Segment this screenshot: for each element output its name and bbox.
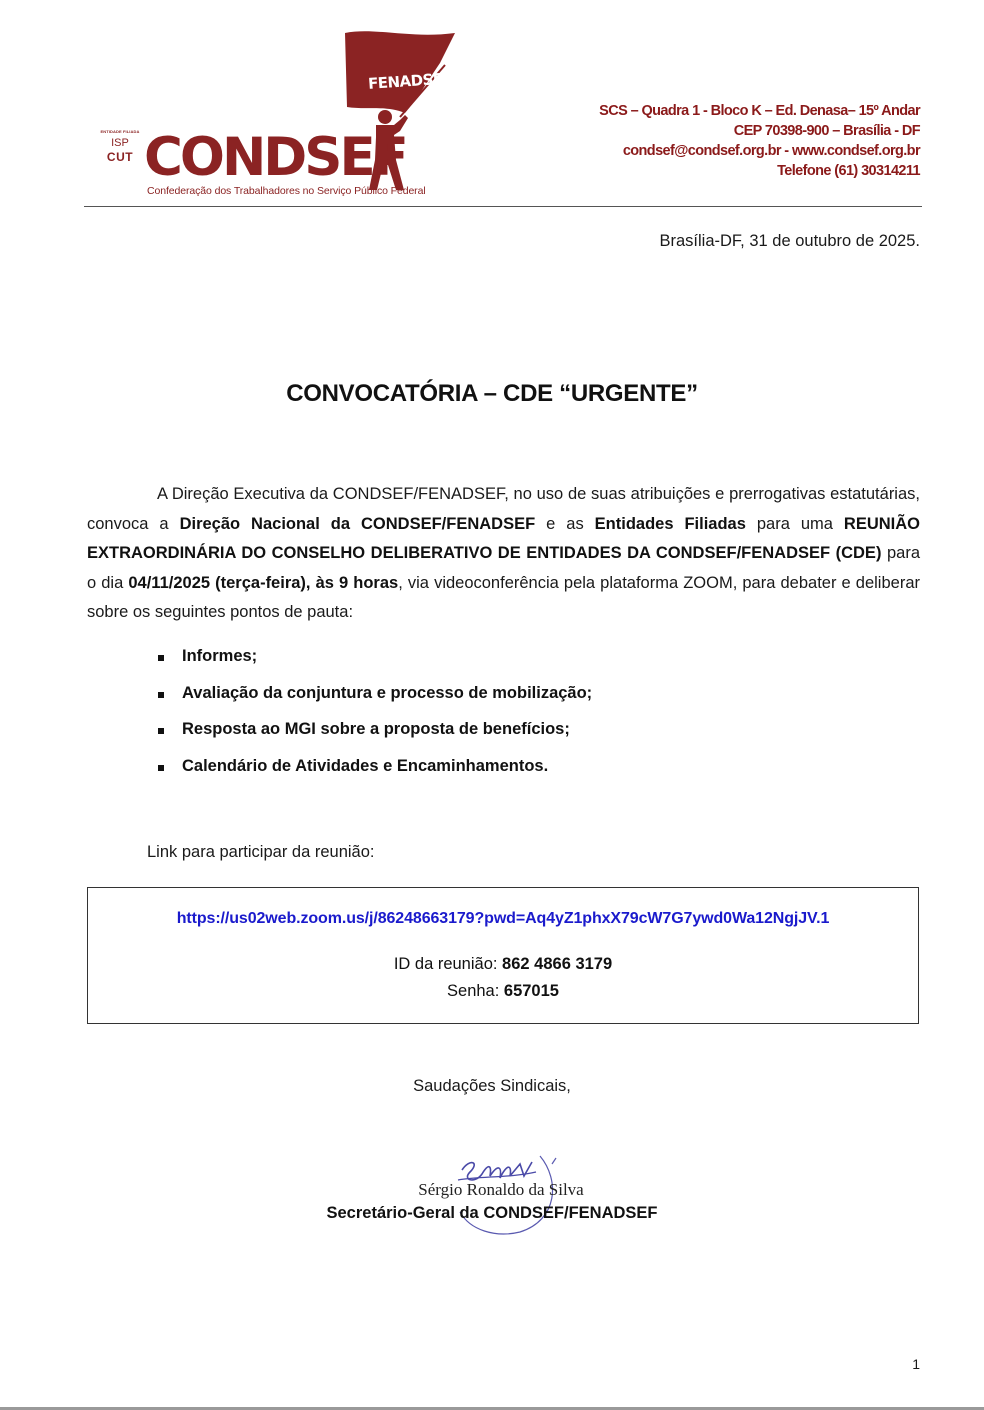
square-bullet-icon xyxy=(158,692,164,698)
affiliation-small-text: ENTIDADE FILIADA xyxy=(100,129,140,134)
agenda-item xyxy=(155,684,592,721)
paragraph-text: , via videoconferência pela plataforma ZOOM, para debater e deliberar sobre os seguintes pontos de pauta: xyxy=(87,573,920,621)
meeting-password-value: 657015 xyxy=(503,982,559,1000)
paragraph-bold-reuniao: REUNIÃO EXTRAORDINÁRIA DO CONSELHO DELIBERATIVO DE ENTIDADES DA CONDSEF/FENADSEF (CDE) xyxy=(87,514,920,562)
signer-name: Sérgio Ronaldo da Silva xyxy=(418,1180,584,1199)
closing-salutation: Saudações Sindicais, xyxy=(413,1077,571,1095)
condsef-logo xyxy=(100,25,470,200)
meeting-info-box xyxy=(87,887,919,1024)
header-divider xyxy=(84,206,922,207)
flag-logo-text: FENADSEF xyxy=(367,69,453,93)
agenda-item xyxy=(155,647,592,684)
square-bullet-icon xyxy=(158,728,164,734)
meeting-id-value: 862 4866 3179 xyxy=(502,955,613,973)
affiliation-mark xyxy=(100,129,140,164)
logo-wordmark: CONDSEF xyxy=(144,127,406,188)
paragraph-bold-direcao: Direção Nacional da CONDSEF/FENADSEF xyxy=(179,514,536,533)
page-number: 1 xyxy=(912,1356,920,1372)
agenda-item-text: Avaliação da conjuntura e processo de mobilização; xyxy=(182,683,593,702)
cut-text: CUT xyxy=(106,150,134,164)
paragraph-text: para uma xyxy=(745,514,844,533)
logo-tagline: Confederação dos Trabalhadores no Serviço Público Federal xyxy=(147,185,426,197)
paragraph-bold-entidades: Entidades Filiadas xyxy=(594,514,746,533)
contact-cep: CEP 70398-900 – Brasília - DF xyxy=(733,123,920,139)
meeting-id xyxy=(88,955,918,974)
convocation-paragraph xyxy=(87,480,920,628)
contact-phone: Telefone (61) 30314211 xyxy=(777,163,920,179)
meeting-password-label: Senha: xyxy=(447,982,504,1000)
paragraph-text: para o dia xyxy=(87,544,920,592)
agenda-item-text: Calendário de Atividades e Encaminhamentos. xyxy=(182,756,549,775)
agenda-item xyxy=(155,757,592,794)
contact-email-web[interactable]: condsef@condsef.org.br - www.condsef.org.br xyxy=(622,143,920,159)
zoom-meeting-link[interactable]: https://us02web.zoom.us/j/86248663179?pwd=Aq4yZ1phxX79cW7G7ywd0Wa12NgjJV.1 xyxy=(176,910,830,927)
paragraph-bold-date: 04/11/2025 (terça-feira), às 9 horas xyxy=(128,573,399,592)
agenda-item-text: Resposta ao MGI sobre a proposta de benefícios; xyxy=(182,720,570,739)
paragraph-text: A Direção Executiva da CONDSEF/FENADSEF, no uso de suas atribuições e prerrogativas estatutárias, convoca a xyxy=(87,485,920,533)
square-bullet-icon xyxy=(158,655,164,661)
agenda-list xyxy=(155,647,592,793)
isp-text: ISP xyxy=(111,137,129,149)
agenda-item-text: Informes; xyxy=(182,647,258,665)
signer-role: Secretário-Geral da CONDSEF/FENADSEF xyxy=(326,1204,658,1222)
contact-block xyxy=(599,101,920,181)
date-line: Brasília-DF, 31 de outubro de 2025. xyxy=(659,232,920,250)
square-bullet-icon xyxy=(158,765,164,771)
agenda-item xyxy=(155,720,592,757)
meeting-password xyxy=(88,982,918,1001)
meeting-id-label: ID da reunião: xyxy=(393,955,503,973)
link-label: Link para participar da reunião: xyxy=(147,843,375,861)
paragraph-text: e as xyxy=(535,514,595,533)
document-title: CONVOCATÓRIA – CDE “URGENTE” xyxy=(286,380,698,407)
contact-address: SCS – Quadra 1 - Bloco K – Ed. Denasa– 15º Andar xyxy=(599,103,920,119)
